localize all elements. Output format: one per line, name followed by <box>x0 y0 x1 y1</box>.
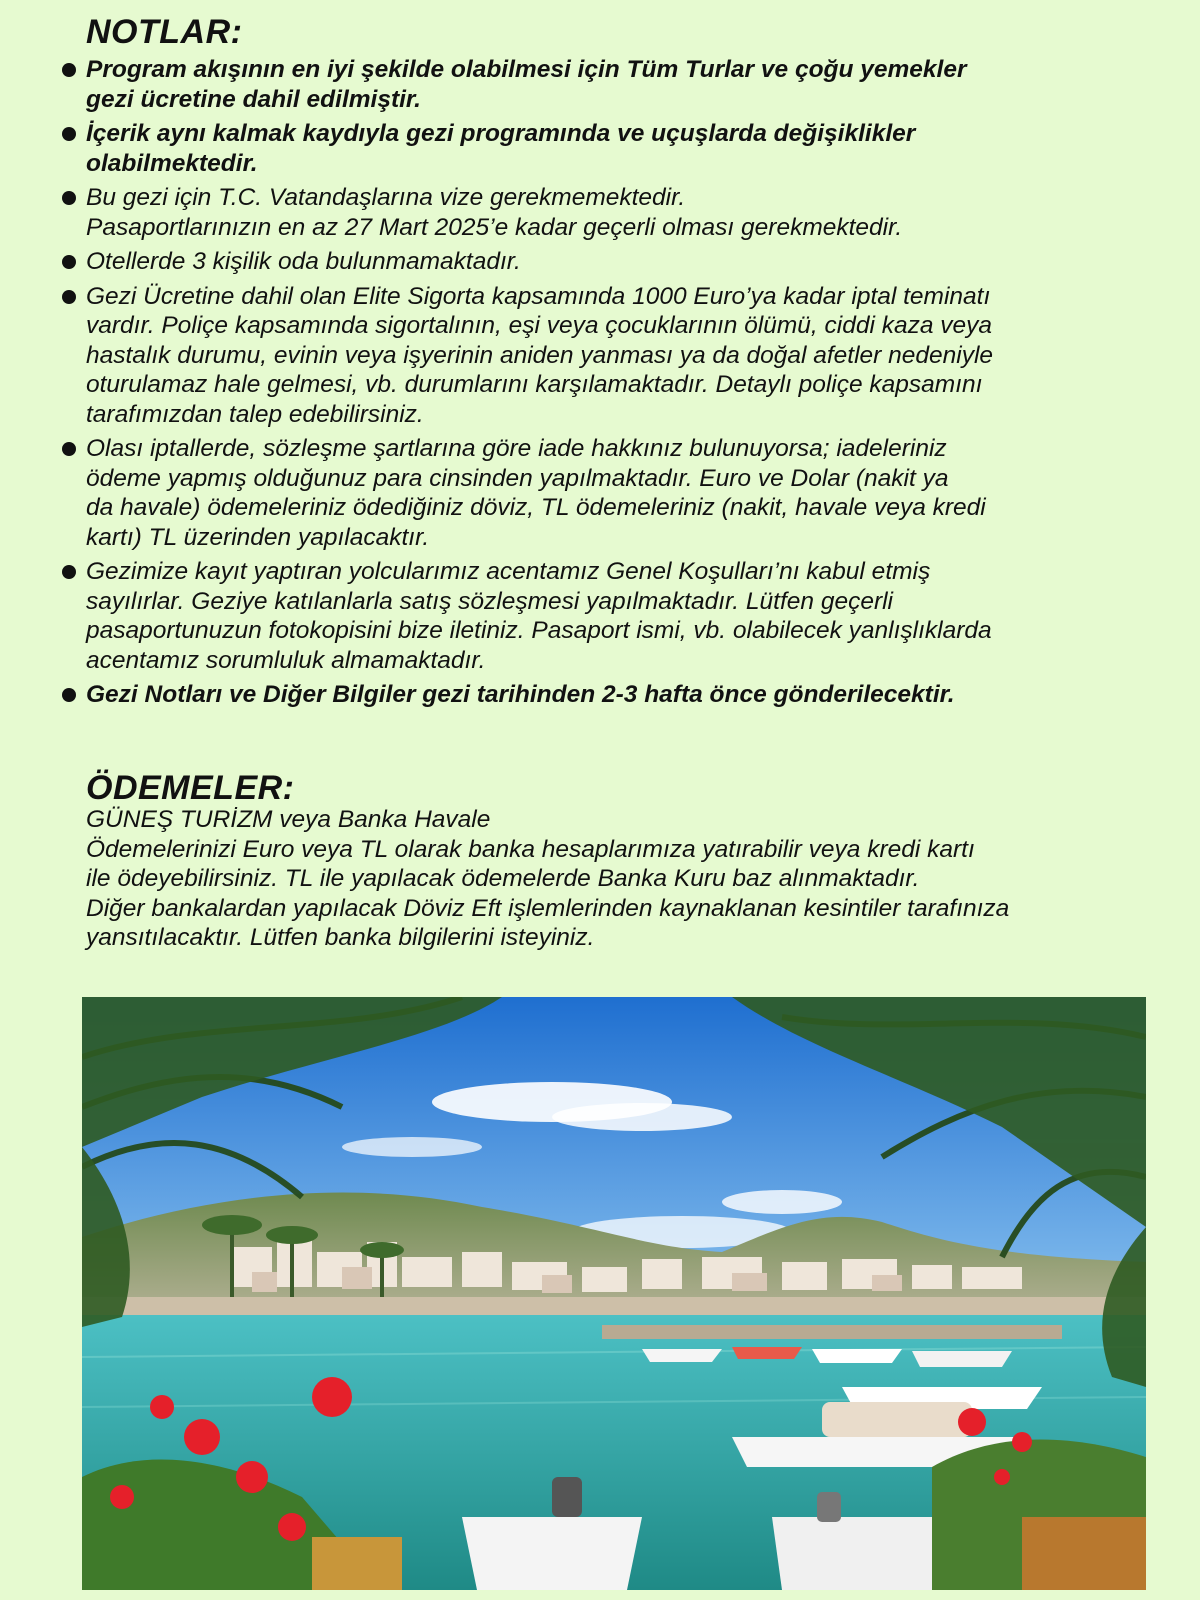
note-line: Gezi Notları ve Diğer Bilgiler gezi tarihinden 2-3 hafta önce gönderilecektir. <box>86 681 955 708</box>
note-item <box>60 55 1150 114</box>
note-line: kartı) TL üzerinden yapılacaktır. <box>86 523 430 551</box>
note-line: vardır. Poliçe kapsamında sigortalının, eşi veya çocuklarının ölümü, ciddi kaza veya <box>86 312 993 339</box>
payments-heading: ÖDEMELER: <box>86 769 295 807</box>
note-line: sayılırlar. Geziye katılanlarla satış sözleşmesi yapılmaktadır. Lütfen geçerli <box>86 587 894 615</box>
notes-list <box>60 55 1150 715</box>
bullet-icon <box>62 191 76 205</box>
note-line: pasaportunuzun fotokopisini bize iletiniz. Pasaport ismi, vb. olabilecek yanlışlıklarda <box>86 617 992 644</box>
note-line: hastalık durumu, evinin veya işyerinin aniden yanması ya da doğal afetler nedeniyle <box>86 341 994 369</box>
payments-line: GÜNEŞ TURİZM veya Banka Havale <box>86 806 491 833</box>
note-line: oturulamaz hale gelmesi, vb. durumlarını karşılamaktadır. Detaylı poliçe kapsamını <box>86 371 983 398</box>
payments-line: yansıtılacaktır. Lütfen banka bilgilerini isteyiniz. <box>86 924 595 951</box>
bullet-icon <box>62 442 76 456</box>
note-item <box>60 557 1150 675</box>
note-item <box>60 119 1150 178</box>
note-line: Program akışının en iyi şekilde olabilmesi için Tüm Turlar ve çoğu yemekler <box>86 56 967 83</box>
note-line: Gezi Ücretine dahil olan Elite Sigorta kapsamında 1000 Euro’ya kadar iptal teminatı <box>86 282 991 310</box>
note-line: İçerik aynı kalmak kaydıyla gezi programında ve uçuşlarda değişiklikler <box>86 120 916 147</box>
note-line: Olası iptallerde, sözleşme şartlarına göre iade hakkınız bulunuyorsa; iadeleriniz <box>86 435 947 462</box>
note-line: gezi ücretine dahil edilmiştir. <box>86 85 421 113</box>
bullet-icon <box>62 565 76 579</box>
bullet-icon <box>62 688 76 702</box>
note-item <box>60 183 1150 242</box>
harbor-photo <box>82 997 1146 1590</box>
bullet-icon <box>62 255 76 269</box>
payments-line: ile ödeyebilirsiniz. TL ile yapılacak ödemelerde Banka Kuru baz alınmaktadır. <box>86 865 920 892</box>
note-item <box>60 680 1150 710</box>
note-line: Pasaportlarınızın en az 27 Mart 2025’e kadar geçerli olması gerekmektedir. <box>86 213 903 241</box>
note-line: acentamız sorumluluk almamaktadır. <box>86 646 486 674</box>
note-item <box>60 247 1150 277</box>
note-line: Bu gezi için T.C. Vatandaşlarına vize gerekmemektedir. <box>86 184 686 211</box>
note-line: tarafımızdan talep edebilirsiniz. <box>86 400 424 428</box>
note-line: da havale) ödemeleriniz ödediğiniz döviz, TL ödemeleriniz (nakit, havale veya kredi <box>86 494 986 521</box>
notes-heading: NOTLAR: <box>86 13 243 51</box>
payments-line: Diğer bankalardan yapılacak Döviz Eft işlemlerinden kaynaklanan kesintiler tarafınıza <box>86 894 1010 922</box>
note-item <box>60 282 1150 430</box>
note-line: Otellerde 3 kişilik oda bulunmamaktadır. <box>86 248 521 275</box>
bullet-icon <box>62 63 76 77</box>
bullet-icon <box>62 127 76 141</box>
note-line: olabilmektedir. <box>86 149 258 177</box>
bullet-icon <box>62 290 76 304</box>
note-item <box>60 434 1150 552</box>
payments-text <box>86 805 1166 953</box>
note-line: Gezimize kayıt yaptıran yolcularımız acentamız Genel Koşulları’nı kabul etmiş <box>86 558 931 585</box>
note-line: ödeme yapmış olduğunuz para cinsinden yapılmaktadır. Euro ve Dolar (nakit ya <box>86 464 949 492</box>
payments-line: Ödemelerinizi Euro veya TL olarak banka hesaplarımıza yatırabilir veya kredi kartı <box>86 835 975 863</box>
